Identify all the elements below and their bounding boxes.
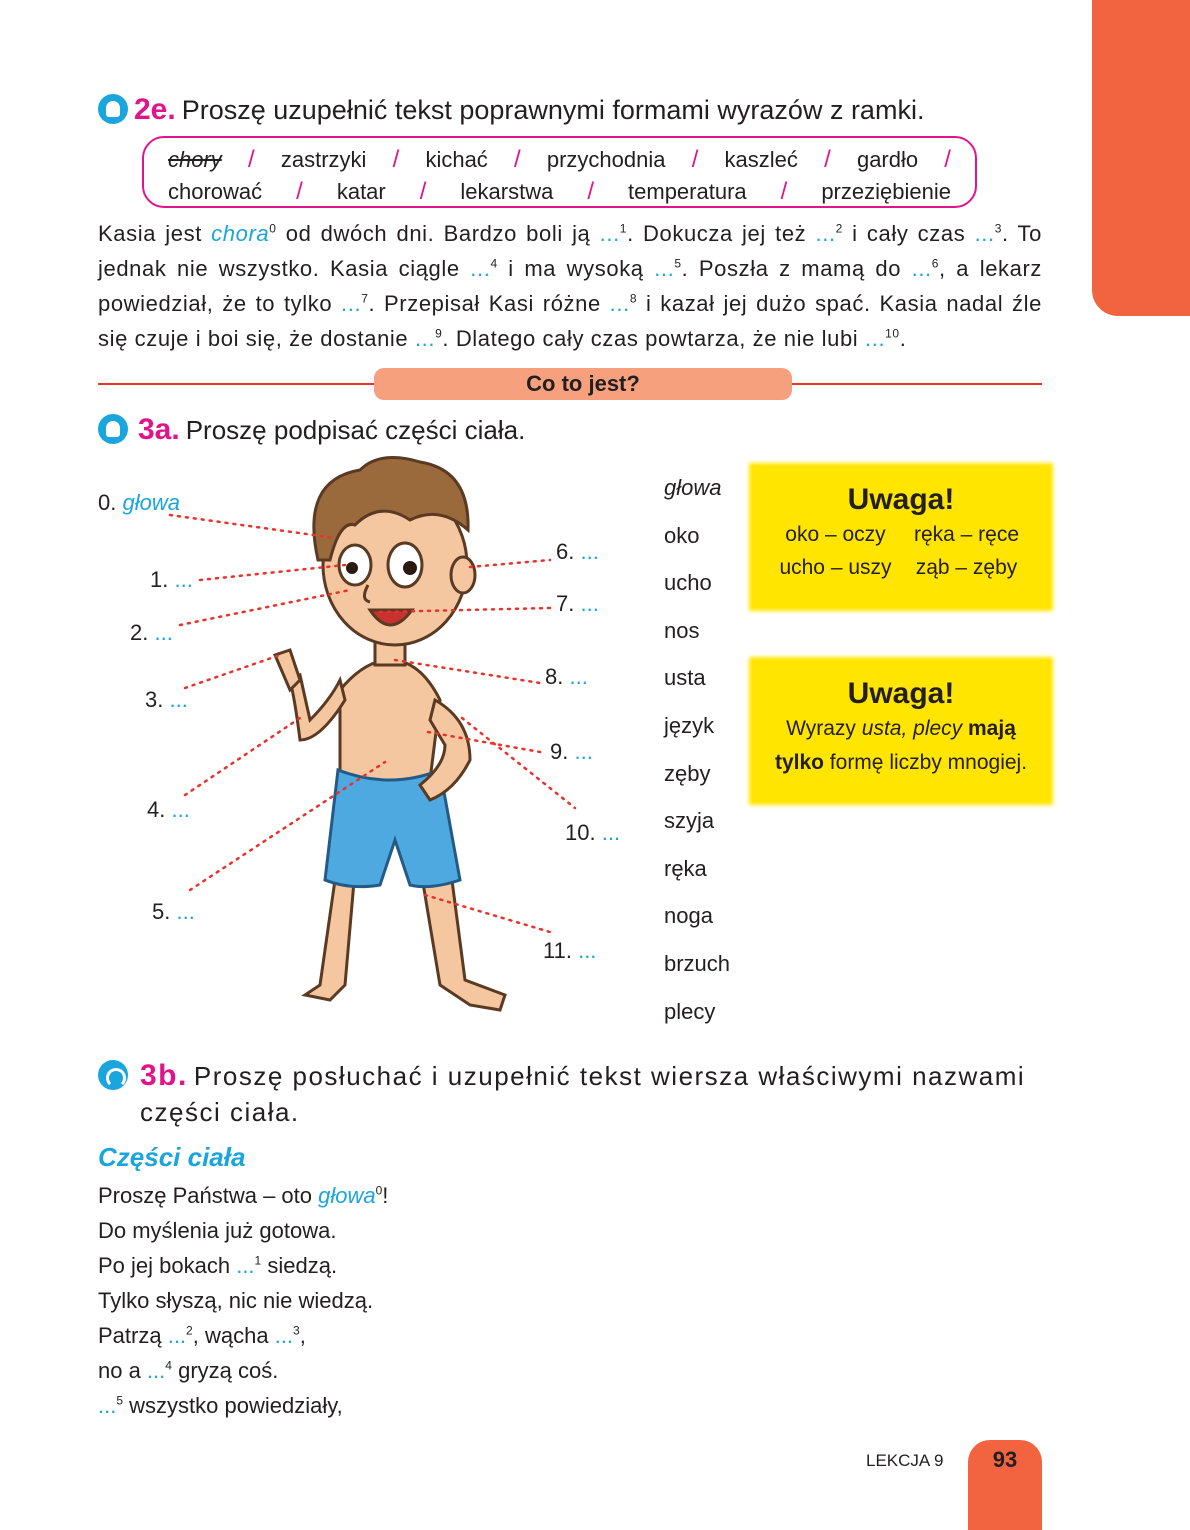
label-number: 0. xyxy=(98,490,117,515)
text: no a xyxy=(98,1358,147,1383)
poem xyxy=(98,1178,388,1423)
text: . Dlatego cały czas powtarza, że nie lubi xyxy=(442,326,866,351)
text: . Przepisał Kasi różne xyxy=(368,291,610,316)
gap-index: 6 xyxy=(931,256,940,271)
exercise-number: 3a. xyxy=(138,413,180,446)
list-item: głowa xyxy=(664,475,722,500)
list-item: nos xyxy=(664,617,700,643)
list-item: plecy xyxy=(664,998,716,1024)
body-label-0 xyxy=(98,490,180,516)
exercise-number: 2e. xyxy=(134,93,176,126)
list-item: oko xyxy=(664,522,700,548)
exercise-3b-heading xyxy=(140,1060,1044,1092)
label-number: 8. xyxy=(545,664,564,689)
body-label-3 xyxy=(145,687,188,713)
text: , a lekarz powiedział, że to tylko xyxy=(98,256,1042,316)
word-box-word: przeziębienie xyxy=(821,179,951,204)
label-number: 3. xyxy=(145,687,164,712)
gap-index: 9 xyxy=(435,326,443,341)
slash-separator: / xyxy=(824,146,831,173)
word-box-word: temperatura xyxy=(628,179,747,204)
list-item: zęby xyxy=(664,760,711,786)
poem-line xyxy=(98,1318,388,1353)
gap: ... xyxy=(865,326,886,351)
gap-index: 2 xyxy=(186,1323,193,1338)
text: gryzą coś. xyxy=(171,1358,279,1383)
word-box-word: zastrzyki xyxy=(280,147,367,172)
gap: ... xyxy=(154,620,173,645)
gap: ... xyxy=(414,326,436,351)
text: , wącha xyxy=(192,1323,275,1348)
slash-separator: / xyxy=(780,178,788,205)
poem-line xyxy=(98,1178,388,1213)
word-box xyxy=(142,136,977,208)
gap: ... xyxy=(146,1358,166,1383)
word-box-word: kichać xyxy=(425,147,488,172)
gap-index: 5 xyxy=(674,256,682,271)
gap: ... xyxy=(580,539,599,564)
label-number: 11. xyxy=(543,938,572,963)
text: i kazał jej dużo spać. Kasia nadal źle się czuje i boi się, że dostanie xyxy=(98,291,1042,351)
gap: ... xyxy=(580,591,599,616)
gap-index: 3 xyxy=(994,221,1002,236)
gap: ... xyxy=(599,221,620,246)
poem-line xyxy=(98,1353,388,1388)
gap: ... xyxy=(169,687,188,712)
list-item: brzuch xyxy=(664,950,731,976)
slash-separator: / xyxy=(419,178,427,205)
text: i cały czas xyxy=(842,221,975,246)
gap: ... xyxy=(911,256,932,281)
exercise-2e-text xyxy=(98,216,1042,356)
gap: ... xyxy=(236,1253,255,1278)
gap: ... xyxy=(341,291,362,316)
gap-index: 4 xyxy=(165,1358,172,1373)
gap: ... xyxy=(601,820,621,845)
section-banner: Co to jest? xyxy=(374,368,792,400)
word-box-row xyxy=(168,178,951,206)
slash-separator: / xyxy=(944,146,951,173)
gap-index: 4 xyxy=(490,256,498,271)
list-item: noga xyxy=(664,903,713,929)
text: , xyxy=(299,1323,306,1348)
gap: ... xyxy=(578,938,597,963)
gap: ... xyxy=(609,291,630,316)
page-number: 93 xyxy=(992,1447,1018,1472)
slash-separator: / xyxy=(296,178,303,205)
text: ! xyxy=(382,1183,389,1208)
list-item: ucho xyxy=(664,570,712,596)
text: od dwóch dni. Bardzo boli ją xyxy=(276,221,600,246)
example-answer: głowa xyxy=(318,1183,376,1208)
lesson-label: LEKCJA 9 xyxy=(866,1451,944,1470)
text: Po jej bokach xyxy=(98,1253,237,1278)
slash-separator: / xyxy=(691,146,699,173)
exercise-instruction: Proszę posłuchać i uzupełnić tekst wiersza właściwymi nazwami xyxy=(193,1061,1026,1091)
poem-line: Tylko słyszą, nic nie wiedzą. xyxy=(98,1288,374,1313)
list-item: szyja xyxy=(664,808,715,834)
note-plural-only xyxy=(752,660,1050,802)
gap: ... xyxy=(974,221,995,246)
note-title: Uwaga! xyxy=(847,483,955,516)
gap: ... xyxy=(569,664,588,689)
body-label-4 xyxy=(147,797,190,823)
poem-line xyxy=(98,1388,388,1423)
exercise-audio-icon xyxy=(98,1060,128,1090)
gap-index: 1 xyxy=(254,1253,262,1268)
poem-line xyxy=(98,1248,388,1283)
gap-index: 1 xyxy=(619,221,628,236)
poem-title: Części ciała xyxy=(98,1142,246,1172)
edge-tab xyxy=(1092,0,1190,316)
note-item: ucho – uszy xyxy=(779,556,892,579)
list-item: ręka xyxy=(664,855,707,881)
label-number: 5. xyxy=(152,899,171,924)
word-box-row xyxy=(168,146,951,174)
text: i ma wysoką xyxy=(497,256,655,281)
gap: ... xyxy=(171,797,190,822)
body-label-8 xyxy=(545,664,588,690)
label-number: 4. xyxy=(147,797,166,822)
gap-index: 0 xyxy=(375,1183,383,1198)
word-box-word: chorować xyxy=(168,179,263,204)
label-number: 10. xyxy=(565,820,596,845)
slash-separator: / xyxy=(514,146,521,173)
word-box-word: gardło xyxy=(856,147,919,172)
gap: ... xyxy=(574,739,593,764)
note-plural-pairs xyxy=(752,518,1050,584)
text: siedzą. xyxy=(261,1253,338,1278)
label-number: 6. xyxy=(556,539,575,564)
exercise-3b-heading-line2: części ciała. xyxy=(140,1097,300,1127)
word-box-word: katar xyxy=(336,179,386,204)
note-item: oko – oczy xyxy=(785,523,886,546)
gap: ... xyxy=(654,256,675,281)
body-label-10 xyxy=(565,820,620,846)
label-number: 9. xyxy=(550,739,569,764)
text: . Poszła z mamą do xyxy=(681,256,912,281)
slash-separator: / xyxy=(247,146,255,173)
text: tylko xyxy=(774,751,824,774)
gap-index: 0 xyxy=(269,221,277,236)
slash-separator: / xyxy=(587,178,595,205)
gap: ... xyxy=(167,1323,187,1348)
gap-index: 2 xyxy=(835,221,843,236)
text: . xyxy=(899,326,907,351)
exercise-number: 3b. xyxy=(140,1059,188,1092)
gap-index: 10 xyxy=(885,326,900,341)
body-label-1 xyxy=(150,567,193,593)
note-item: ząb – zęby xyxy=(915,556,1018,579)
text: Patrzą xyxy=(98,1323,168,1348)
word-box-word: kaszleć xyxy=(724,147,798,172)
text: formę liczby mnogiej. xyxy=(823,751,1028,774)
example-answer: głowa xyxy=(122,490,180,515)
list-item: usta xyxy=(664,665,706,691)
label-number: 2. xyxy=(130,620,149,645)
exercise-instruction: Proszę podpisać części ciała. xyxy=(185,415,526,445)
body-label-5 xyxy=(152,899,195,925)
text: Wyrazy xyxy=(786,717,862,740)
word-box-word: lekarstwa xyxy=(460,179,554,204)
list-item: język xyxy=(664,712,715,738)
exercise-write-icon xyxy=(98,94,128,124)
body-label-11 xyxy=(543,938,596,964)
body-part-word-list xyxy=(664,464,730,1035)
text: . Dokucza jej też xyxy=(627,221,816,246)
text: mają xyxy=(962,717,1016,740)
exercise-2e-heading xyxy=(134,94,924,126)
label-number: 7. xyxy=(556,591,575,616)
word-box-example: chory xyxy=(168,147,222,172)
body-label-9 xyxy=(550,739,593,765)
body-label-6 xyxy=(556,539,599,565)
text: Proszę Państwa – oto xyxy=(98,1183,319,1208)
body-label-7 xyxy=(556,591,599,617)
gap: ... xyxy=(98,1393,117,1418)
text: Kasia jest xyxy=(98,221,212,246)
exercise-instruction: Proszę uzupełnić tekst poprawnymi formami wyrazów z ramki. xyxy=(181,95,925,125)
note-title: Uwaga! xyxy=(847,677,955,710)
gap: ... xyxy=(470,256,491,281)
poem-line: Do myślenia już gotowa. xyxy=(98,1218,337,1243)
gap: ... xyxy=(176,899,195,924)
gap: ... xyxy=(274,1323,294,1348)
label-number: 1. xyxy=(150,567,169,592)
gap: ... xyxy=(174,567,193,592)
note-plurals xyxy=(752,466,1050,608)
slash-separator: / xyxy=(392,146,400,173)
gap-index: 7 xyxy=(361,291,369,306)
gap: ... xyxy=(815,221,836,246)
word-box-word: przychodnia xyxy=(546,147,666,172)
gap-index: 5 xyxy=(116,1393,124,1408)
text: usta, plecy xyxy=(861,717,963,740)
note-text xyxy=(752,712,1050,780)
body-label-2 xyxy=(130,620,173,646)
text: wszystko powiedziały, xyxy=(123,1393,343,1418)
text: . To jednak nie wszystko. Kasia ciągle xyxy=(98,221,1042,281)
gap-index: 3 xyxy=(293,1323,300,1338)
gap-index: 8 xyxy=(629,291,638,306)
note-item: ręka – ręce xyxy=(913,523,1020,546)
example-answer: chora xyxy=(211,221,270,246)
